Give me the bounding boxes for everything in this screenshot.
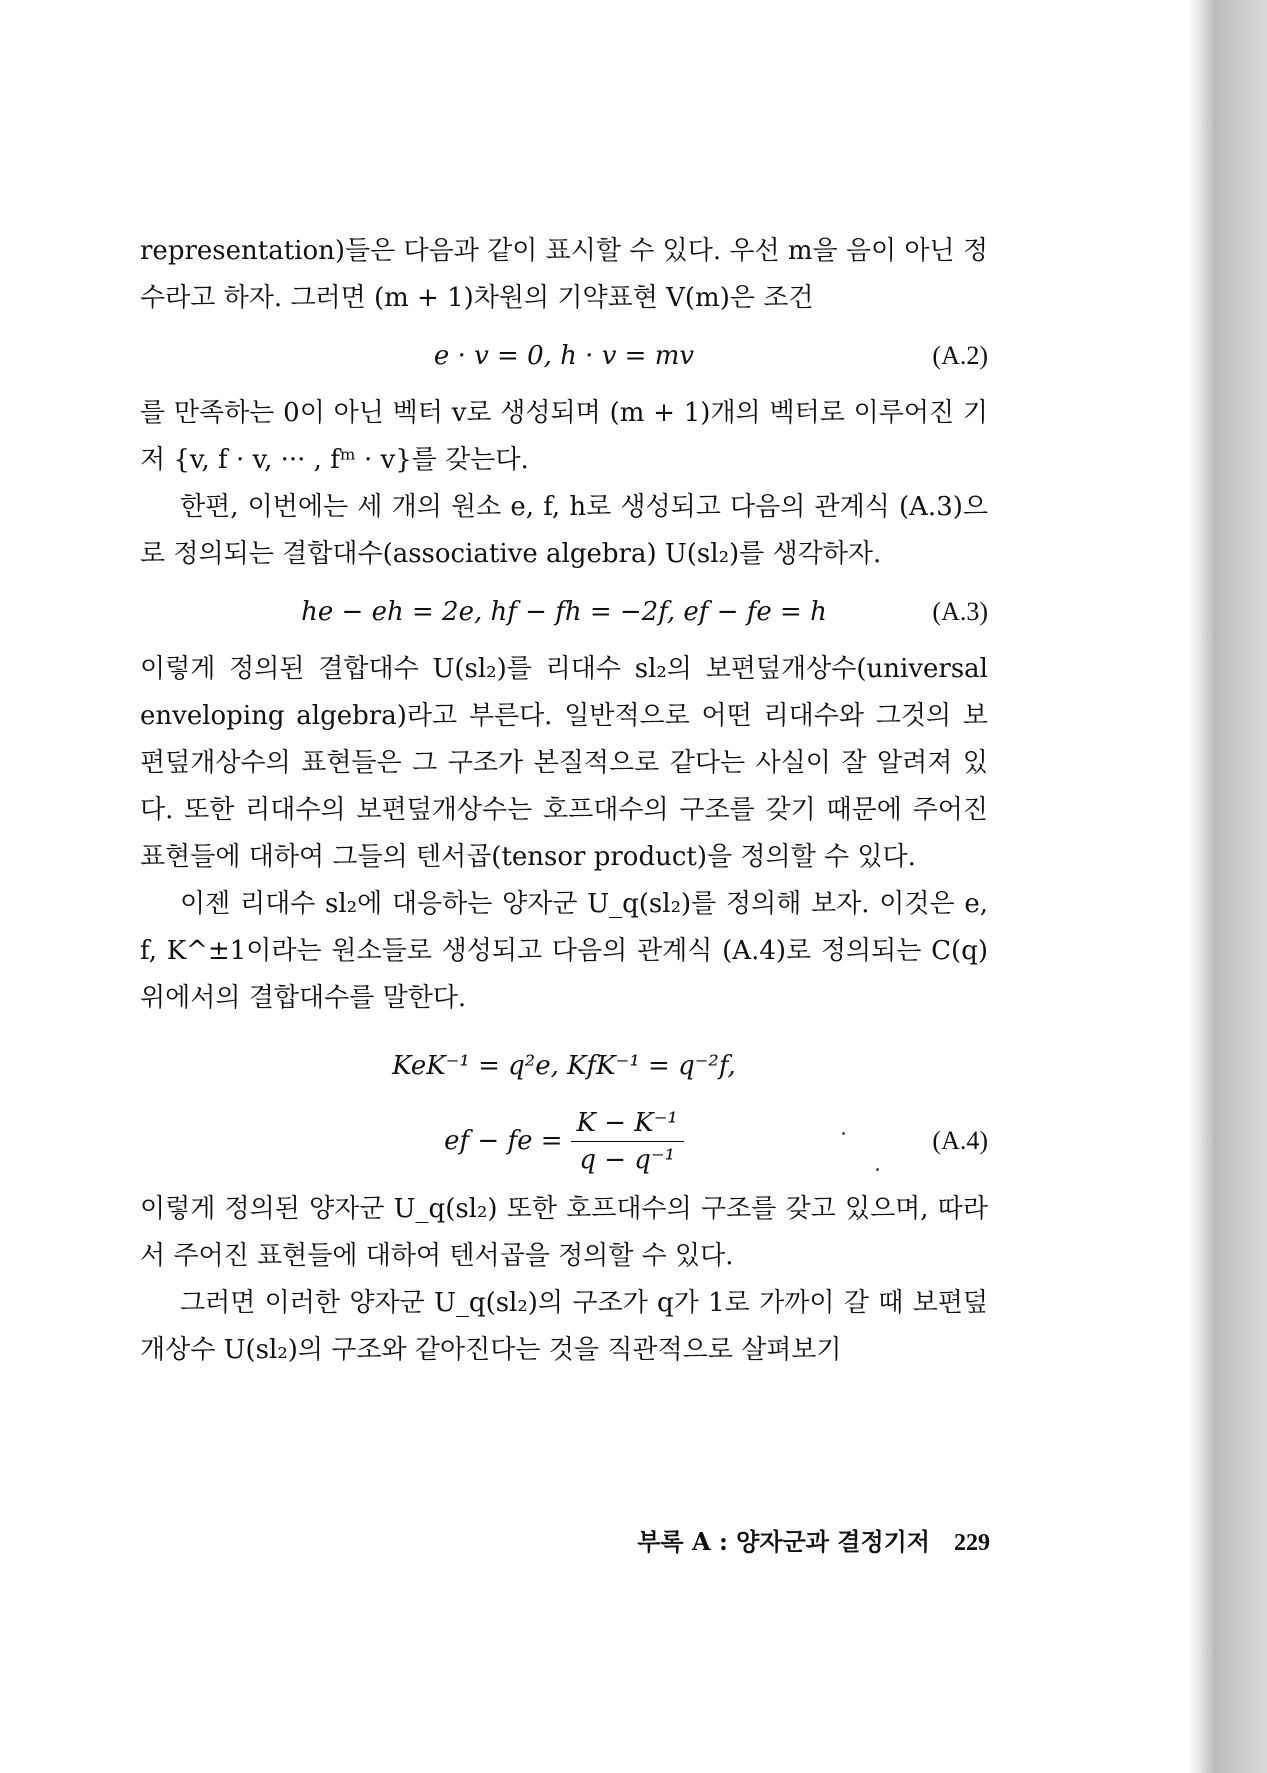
equation-a4-line1	[140, 1036, 988, 1096]
paragraph-3: 한편, 이번에는 세 개의 원소 e, f, h로 생성되고 다음의 관계식 (A.3)으로 정의되는 결합대수(associative algebra) U(sl₂)를 생각하자.	[140, 492, 988, 569]
page-edge-shadow	[1188, 0, 1216, 1773]
page-stack-edge	[1216, 0, 1267, 1773]
equation-a3-body: he − eh = 2e, hf − fh = −2f, ef − fe = h	[301, 597, 827, 627]
paragraph-5: 이젠 리대수 sl₂에 대응하는 양자군 U_q(sl₂)를 정의해 보자. 이것은 e, f, K^±1이라는 원소들로 생성되고 다음의 관계식 (A.4)로 정의되는 C(q) 위에서의 결합대수를 말한다.	[140, 889, 988, 1013]
footer-section-title: 부록 A : 양자군과 결정기저	[637, 1527, 930, 1556]
equation-a2-body: e · v = 0, h · v = mv	[433, 341, 695, 371]
equation-a4-numerator: K − K⁻¹	[571, 1108, 684, 1142]
equation-a2	[140, 322, 988, 390]
equation-a2-tag: (A.2)	[932, 341, 988, 370]
equation-a4-line1-body: KeK⁻¹ = q²e, KfK⁻¹ = q⁻²f,	[392, 1051, 736, 1081]
equation-a4-denominator: q − q⁻¹	[579, 1144, 676, 1175]
paragraph-6: 이렇게 정의된 양자군 U_q(sl₂) 또한 호프대수의 구조를 갖고 있으며, 따라서 주어진 표현들에 대하여 텐서곱을 정의할 수 있다.	[140, 1194, 988, 1271]
equation-a3	[140, 578, 988, 646]
paragraph-1: representation)들은 다음과 같이 표시할 수 있다. 우선 m을 음이 아닌 정수라고 하자. 그러면 (m + 1)차원의 기약표현 V(m)은 조건	[140, 236, 989, 313]
running-footer	[630, 1522, 990, 1557]
paragraph-2: 를 만족하는 0이 아닌 벡터 v로 생성되며 (m + 1)개의 벡터로 이루어진 기저 {v, f · v, ··· , fᵐ · v}를 갖는다.	[140, 398, 988, 475]
equation-a3-tag: (A.3)	[932, 597, 988, 626]
equation-a4-tag: (A.4)	[932, 1126, 988, 1155]
paragraph-4: 이렇게 정의된 결합대수 U(sl₂)를 리대수 sl₂의 보편덮개상수(universal enveloping algebra)라고 부른다. 일반적으로 어떤 리대수와 그것의 보편덮개상수의 표현들은 그 구조가 본질적으로 같다는 사실이 잘 알려져 있다. 또한 리대수의 보편덮개상수는 호프대수의 구조를 갖기 때문에 주어진 표현들에 대하여 그들의 텐서곱(tensor product)을 정의할 수 있다.	[140, 654, 988, 872]
scan-speck	[876, 1168, 879, 1171]
equation-a4-fraction	[571, 1108, 684, 1175]
page-number: 229	[954, 1530, 990, 1556]
page-body	[140, 228, 988, 1374]
scan-speck	[842, 1132, 845, 1135]
paragraph-7: 그러면 이러한 양자군 U_q(sl₂)의 구조가 q가 1로 가까이 갈 때 보편덮개상수 U(sl₂)의 구조와 같아진다는 것을 직관적으로 살펴보기	[140, 1288, 988, 1365]
equation-a4-line2	[140, 1096, 988, 1186]
equation-a4-lhs: ef − fe =	[444, 1126, 563, 1156]
